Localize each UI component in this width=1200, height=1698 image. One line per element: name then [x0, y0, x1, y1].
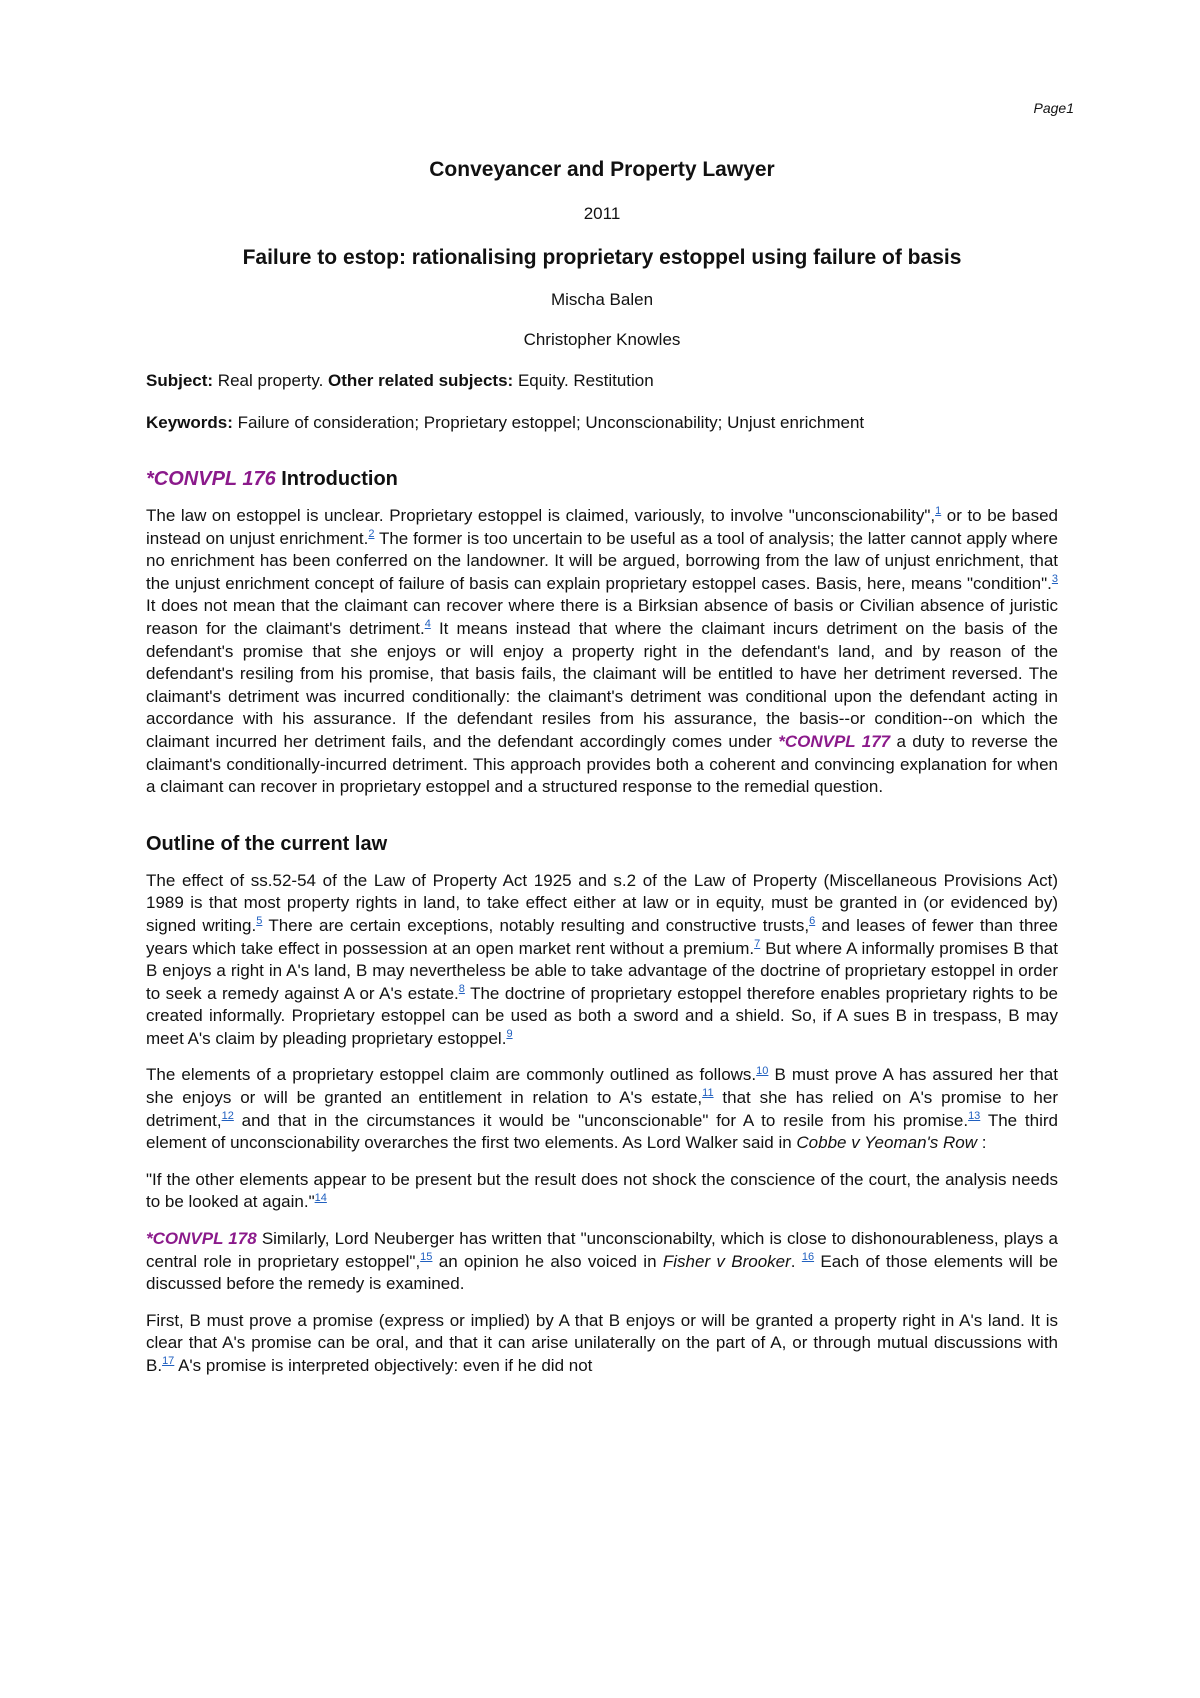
- footnote-link-14[interactable]: 14: [314, 1191, 327, 1204]
- article-title: Failure to estop: rationalising proprietary estoppel using failure of basis: [242, 246, 962, 269]
- footnote-link-13[interactable]: 13: [968, 1110, 981, 1122]
- footnote-link-8[interactable]: 8: [458, 983, 465, 996]
- article-body: [146, 150, 1058, 1392]
- keywords-label: Keywords:: [146, 413, 233, 432]
- subject-line: [146, 370, 1058, 392]
- footnote-link-16[interactable]: 16: [801, 1250, 815, 1263]
- footnote-link-9[interactable]: 9: [506, 1028, 513, 1041]
- author-1: Mischa Balen: [550, 290, 654, 309]
- page-number: Page1: [1033, 100, 1074, 116]
- subject-value: Real property.: [217, 371, 324, 390]
- footnote-link-12[interactable]: 12: [221, 1110, 234, 1122]
- footnote-link-5[interactable]: 5: [256, 915, 263, 928]
- case-name-fisher: Fisher v Brooker: [662, 1251, 791, 1271]
- outline-paragraph-4: First, B must prove a promise (express or implied) by A that B enjoys or will be granted a property right in A's land. It is clear that A's promise can be oral, and that it can arise unilaterally on the part of A, or through mutual discussions with B.$^{17}$ A's promise is interpreted objectively: even if he did not: [146, 1310, 1058, 1375]
- footnote-link-7[interactable]: 7: [754, 937, 761, 950]
- other-subjects-label: Other related subjects:: [328, 371, 514, 390]
- footnote-link-11[interactable]: 11: [702, 1087, 714, 1100]
- author-2: Christopher Knowles: [523, 330, 681, 349]
- footnote-link-17[interactable]: 17: [162, 1355, 175, 1368]
- section-heading-outline: Outline of the current law: [146, 832, 388, 855]
- outline-paragraph-2: The elements of a proprietary estoppel claim are commonly outlined as follows.$^{10}$ B must prove A has assured her that she enjoys or will be granted an entitlement in relation to A's estate,$^{11}$ that she has relied on A's promise to her detriment,$^{12}$ and that in the circumstances it would be "unconscionable" for A to resile from his promise.$^{13}$ The third element of unconscionability overarches the first two elements. As Lord Walker said in Cobbe v Yeoman's Row :: [146, 1064, 1058, 1153]
- footnote-link-1[interactable]: 1: [935, 505, 942, 518]
- outline-paragraph-1: The effect of ss.52-54 of the Law of Property Act 1925 and s.2 of the Law of Property (Miscellaneous Provisions Act) 1989 is that most property rights in land, to take effect either at law or in equity, must be granted in (or evidenced by) signed writing.$^5$ There are certain exceptions, notably resulting and constructive trusts,$^6$ and leases of fewer than three years which take effect in possession at an open market rent without a premium.$^7$ But where A informally promises B that B enjoys a right in A's land, B may nevertheless be able to take advantage of the doctrine of proprietary estoppel in order to seek a remedy against A or A's estate.$^8$ The doctrine of proprietary estoppel therefore enables proprietary rights to be created informally. Proprietary estoppel can be used as both a sword and a shield. So, if A sues B in trespass, B may meet A's claim by pleading proprietary estoppel.$^9$: [146, 870, 1058, 1048]
- footnote-link-4[interactable]: 4: [424, 618, 431, 631]
- footnote-link-15[interactable]: 15: [420, 1250, 433, 1263]
- other-subjects-value: Equity. Restitution: [517, 371, 654, 390]
- star-page-176: *CONVPL 176: [146, 468, 276, 490]
- case-name-cobbe: Cobbe v Yeoman's Row: [796, 1133, 977, 1153]
- footnote-link-3[interactable]: 3: [1051, 573, 1058, 586]
- star-page-178: *CONVPL 178: [146, 1229, 257, 1249]
- introduction-heading-text: Introduction: [281, 468, 398, 490]
- intro-paragraph: The law on estoppel is unclear. Proprietary estoppel is claimed, variously, to involve "unconscionability",$^1$ or to be based instead on unjust enrichment.$^2$ The former is too uncertain to be useful as a tool of analysis; the latter cannot apply where no enrichment has been conferred on the landowner. It will be argued, borrowing from the law of unjust enrichment, that the unjust enrichment concept of failure of basis can explain proprietary estoppel cases. Basis, here, means "condition".$^3$ It does not mean that the claimant can recover where there is a Birksian absence of basis or Civilian absence of juristic reason for the claimant's detriment.$^4$ It means instead that where the claimant incurs detriment on the basis of the defendant's promise that she enjoys or will enjoy a property right in the defendant's land, and by reason of the defendant's resiling from his promise, that basis fails, the claimant will be entitled to have her detriment reversed. The claimant's detriment was incurred conditionally: the claimant's detriment was conditional upon the defendant acting in accordance with his assurance. If the defendant resiles from his assurance, the basis--or condition--on which the claimant incurred her detriment fails, and the defendant accordingly comes under *CONVPL 177 a duty to reverse the claimant's conditionally-incurred detriment. This approach provides both a coherent and convincing explanation for when a claimant can recover in proprietary estoppel and a structured response to the remedial question.: [146, 505, 1058, 797]
- section-heading-introduction: [146, 468, 1058, 491]
- journal-name: Conveyancer and Property Lawyer: [429, 158, 775, 181]
- footnote-link-6[interactable]: 6: [809, 915, 816, 928]
- keywords-value: Failure of consideration; Proprietary estoppel; Unconscionability; Unjust enrichment: [237, 413, 865, 432]
- keywords-line: [146, 412, 1058, 434]
- publication-year: 2011: [583, 204, 621, 223]
- outline-paragraph-3: *CONVPL 178 Similarly, Lord Neuberger has written that "unconscionabilty, which is close to dishonourableness, plays a central role in proprietary estoppel",$^{15}$ an opinion he also voiced in Fisher v Brooker. $^{16}$ Each of those elements will be discussed before the remedy is examined.: [146, 1229, 1059, 1294]
- quote-paragraph: "If the other elements appear to be present but the result does not shock the conscience of the court, the analysis needs to be looked at again."$^{14}$: [146, 1169, 1058, 1212]
- star-page-177: *CONVPL 177: [778, 731, 891, 751]
- footnote-link-10[interactable]: 10: [756, 1064, 769, 1077]
- subject-label: Subject:: [146, 371, 214, 390]
- footnote-link-2[interactable]: 2: [368, 527, 375, 540]
